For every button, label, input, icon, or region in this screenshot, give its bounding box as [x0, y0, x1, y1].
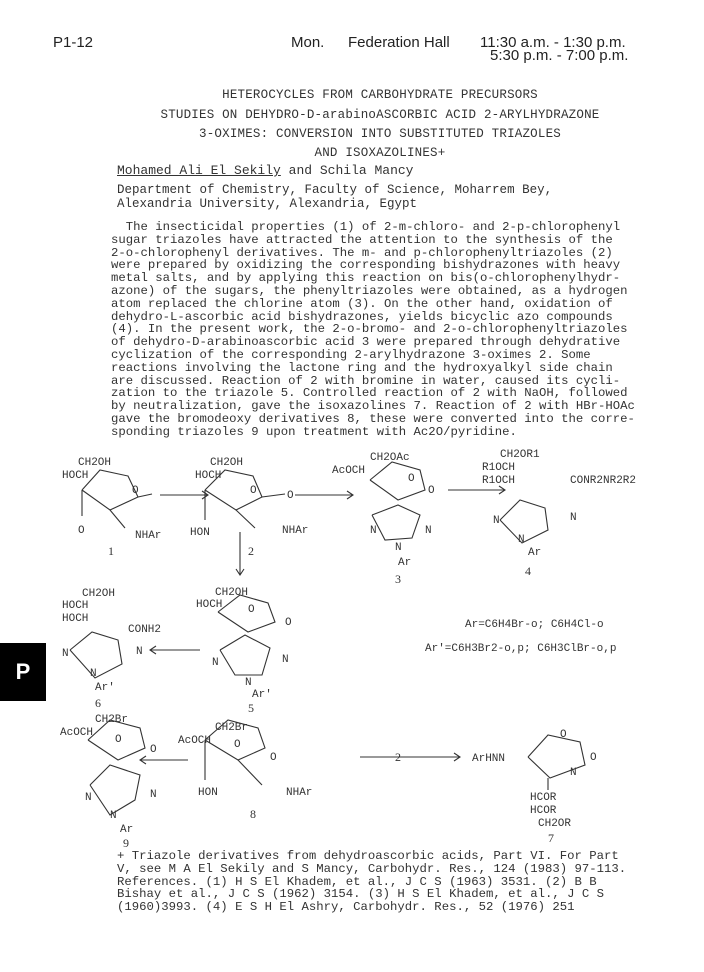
compound-3-ring — [370, 462, 425, 500]
label-2-hoch: HOCH — [195, 470, 222, 482]
session-code: P1-12 — [53, 34, 94, 51]
compound-number-1: 1 — [108, 544, 114, 558]
session-day: Mon. — [291, 34, 325, 51]
author-first: Mohamed Ali El Sekily — [117, 163, 281, 178]
label-2-o-ring: O — [250, 485, 257, 497]
author-second: Schila Mancy — [319, 163, 414, 178]
compound-9-triazole — [90, 765, 140, 815]
abstract-line: cyclization of the corresponding 2-arylhydrazone 3-oximes 2. Some — [111, 347, 591, 362]
label-5-n-right: N — [282, 654, 289, 666]
label-6-n-right: N — [136, 646, 143, 658]
label-2-nhar: NHAr — [282, 525, 309, 537]
label-8-ch2br: CH2Br — [215, 722, 249, 734]
label-6-hoch-1: HOCH — [62, 600, 89, 612]
label-5-o: O — [285, 617, 292, 629]
paper-title-line-3: 3-OXIMES: CONVERSION INTO SUBSTITUTED TRIAZOLES — [199, 127, 561, 141]
compound-number-8: 8 — [250, 807, 256, 821]
label-9-n-right: N — [150, 789, 157, 801]
label-9-o: O — [150, 744, 157, 756]
label-1-o: O — [78, 525, 85, 537]
label-8-nhar: NHAr — [286, 787, 313, 799]
label-7-hcor-2: HCOR — [530, 805, 557, 817]
label-3-ar: Ar — [398, 557, 412, 569]
label-9-ch2br: CH2Br — [95, 714, 129, 726]
label-8-o-ring: O — [234, 739, 241, 751]
paper-title-line-4: AND ISOXAZOLINES+ — [314, 146, 446, 160]
compound-3-triazole — [372, 505, 420, 540]
label-4-n-left: N — [493, 515, 500, 527]
label-3-o: O — [428, 485, 435, 497]
label-9-n-left: N — [85, 792, 92, 804]
label-6-n-bottom: N — [90, 668, 97, 680]
label-3-n-left: N — [370, 525, 377, 537]
ar-definition-2: Ar'=C6H3Br2-o,p; C6H3ClBr-o,p — [425, 643, 617, 655]
label-9-acoch: AcOCH — [60, 727, 94, 739]
label-4-n-bottom: N — [518, 534, 525, 546]
session-time-1: 11:30 a.m. - 1:30 p.m. — [480, 34, 626, 51]
compound-number-4: 4 — [525, 564, 531, 578]
abstract-line: (4). In the present work, the 2-o-bromo- and 2-o-chlorophenyltriazoles — [111, 322, 628, 337]
abstract-line: sugar triazoles have attracted the attention to the synthesis of the — [111, 232, 613, 247]
abstract-line: The insecticidal properties (1) of 2-m-chloro- and 2-p-chlorophenyl — [111, 220, 621, 234]
abstract-line: atom replaced the chlorine atom (3). On the other hand, oxidation of — [111, 296, 613, 311]
label-6-hoch-2: HOCH — [62, 613, 89, 625]
label-8-o: O — [270, 752, 277, 764]
session-time-2: 5:30 p.m. - 7:00 p.m. — [490, 47, 629, 64]
label-7-ch2or: CH2OR — [538, 818, 572, 830]
label-6-n-left: N — [62, 648, 69, 660]
label-5-o-ring: O — [248, 604, 255, 616]
affiliation-line-2: Alexandria University, Alexandria, Egypt — [117, 197, 418, 211]
footnote-line: (1960)3993. (4) E S H El Ashry, Carbohydr. Res., 52 (1976) 251 — [117, 900, 575, 915]
label-5-ch2br: CH2OH — [215, 587, 249, 599]
ar-definition-1: Ar=C6H4Br-o; C6H4Cl-o — [465, 619, 604, 631]
compound-5-ring — [218, 595, 275, 632]
label-2-o: O — [287, 490, 294, 502]
label-3-n-right: N — [425, 525, 432, 537]
compound-5-triazole — [220, 635, 270, 675]
label-7-n: N — [570, 767, 577, 779]
paper-title-line-2: STUDIES ON DEHYDRO-D-arabinoASCORBIC ACID 2-ARYLHYDRAZONE — [160, 108, 600, 122]
abstract-line: reactions involving the lactone ring and the hydroxyalkyl side chain — [111, 360, 613, 375]
step-label-2: 2 — [248, 544, 254, 558]
footnote — [117, 850, 677, 914]
label-3-ch2oac: CH2OAc — [370, 452, 410, 464]
abstract-line: by neutralization, gave the isoxazolines 7. Reaction of 2 with HBr-HOAc — [111, 399, 635, 414]
abstract-line: were prepared by oxidizing the corresponding bishydrazones with heavy — [111, 258, 621, 273]
compound-number-3: 3 — [395, 572, 401, 586]
label-4-n-right: N — [570, 512, 577, 524]
footnote-line: References. (1) H S El Khadem, et al., J C S (1963) 3531. (2) B B — [117, 874, 597, 889]
label-9-ar: Ar — [120, 824, 134, 836]
footnote-line: V, see M A El Sekily and S Mancy, Carbohydr. Res., 124 (1983) 97-113. — [117, 861, 627, 876]
abstract-line: zation to the triazole 5. Controlled reaction of 2 with NaOH, followed — [111, 386, 628, 401]
label-1-nhar: NHAr — [135, 530, 162, 542]
label-1-hoch: HOCH — [62, 470, 89, 482]
label-3-acoch: AcOCH — [332, 465, 366, 477]
label-8-hon: HON — [198, 787, 218, 799]
footnote-line: + Triazole derivatives from dehydroascorbic acids, Part VI. For Part — [117, 849, 619, 863]
label-8-acoch: AcOCH — [178, 735, 212, 747]
label-5-hoch: HOCH — [196, 599, 223, 611]
label-7-o-top: O — [560, 729, 567, 741]
label-6-ar1: Ar' — [95, 682, 115, 694]
abstract-line: are discussed. Reaction of 2 with bromine in water, caused its cycli- — [111, 373, 621, 388]
label-9-n-bottom: N — [110, 810, 117, 822]
abstract-line: of dehydro-D-arabinoascorbic acid 3 were prepared through dehydrative — [111, 335, 621, 350]
label-7-o-right: O — [590, 752, 597, 764]
section-tab: P — [0, 643, 46, 701]
label-4-conr: CONR2NR2R2 — [570, 475, 637, 487]
label-4-r1och-2: R1OCH — [482, 475, 516, 487]
abstract-line: gave the bromodeoxy derivatives 8, these were converted into the corre- — [111, 411, 635, 426]
session-venue: Federation Hall — [348, 34, 450, 51]
step-label-2-7: 2 — [395, 750, 401, 764]
compound-number-9: 9 — [123, 836, 129, 850]
paper-title-line-1: HETEROCYCLES FROM CARBOHYDRATE PRECURSORS — [222, 88, 538, 102]
label-5-n-bottom: N — [245, 677, 252, 689]
label-7-arhnn: ArHNN — [472, 753, 506, 765]
label-1-ch2oh: CH2OH — [78, 457, 112, 469]
footnote-line: Bishay et al., J C S (1962) 3154. (3) H S El Khadem, et al., J C S — [117, 887, 605, 902]
label-3-o-ring: O — [408, 473, 415, 485]
label-6-conh2: CONH2 — [128, 624, 162, 636]
label-1-o-ring: O — [132, 485, 139, 497]
label-5-ar1: Ar' — [252, 689, 272, 701]
label-9-o-ring: O — [115, 734, 122, 746]
abstract-line: sponding triazoles 9 upon treatment with Ac2O/pyridine. — [111, 424, 517, 439]
label-2-ch2oh: CH2OH — [210, 457, 244, 469]
label-2-hon: HON — [190, 527, 210, 539]
label-4-r1och-1: R1OCH — [482, 462, 516, 474]
label-6-ch2oh: CH2OH — [82, 588, 116, 600]
compound-number-6: 6 — [95, 696, 101, 710]
compound-number-7: 7 — [548, 831, 554, 845]
author-conjunction: and — [288, 163, 313, 178]
label-3-n-bottom: N — [395, 542, 402, 554]
label-5-n-left: N — [212, 657, 219, 669]
abstract-line: dehydro-L-ascorbic acid bishydrazones, yields bicyclic azo compounds — [111, 309, 613, 324]
label-4-ch2or1: CH2OR1 — [500, 449, 540, 461]
abstract-line: metal salts, and by applying this reaction on bis(o-chlorophenylhydr- — [111, 271, 621, 286]
affiliation-line-1: Department of Chemistry, Faculty of Science, Moharrem Bey, — [117, 183, 553, 197]
compound-1-ring — [82, 470, 138, 510]
label-4-ar: Ar — [528, 547, 542, 559]
label-7-hcor-1: HCOR — [530, 792, 557, 804]
abstract-line: azone) of the sugars, the phenyltriazoles were obtained, as a hydrogen — [111, 283, 628, 298]
compound-number-5: 5 — [248, 701, 254, 715]
abstract-line: 2-o-chlorophenyl derivatives. The m- and p-chlorophenyltriazoles (2) — [111, 245, 613, 260]
